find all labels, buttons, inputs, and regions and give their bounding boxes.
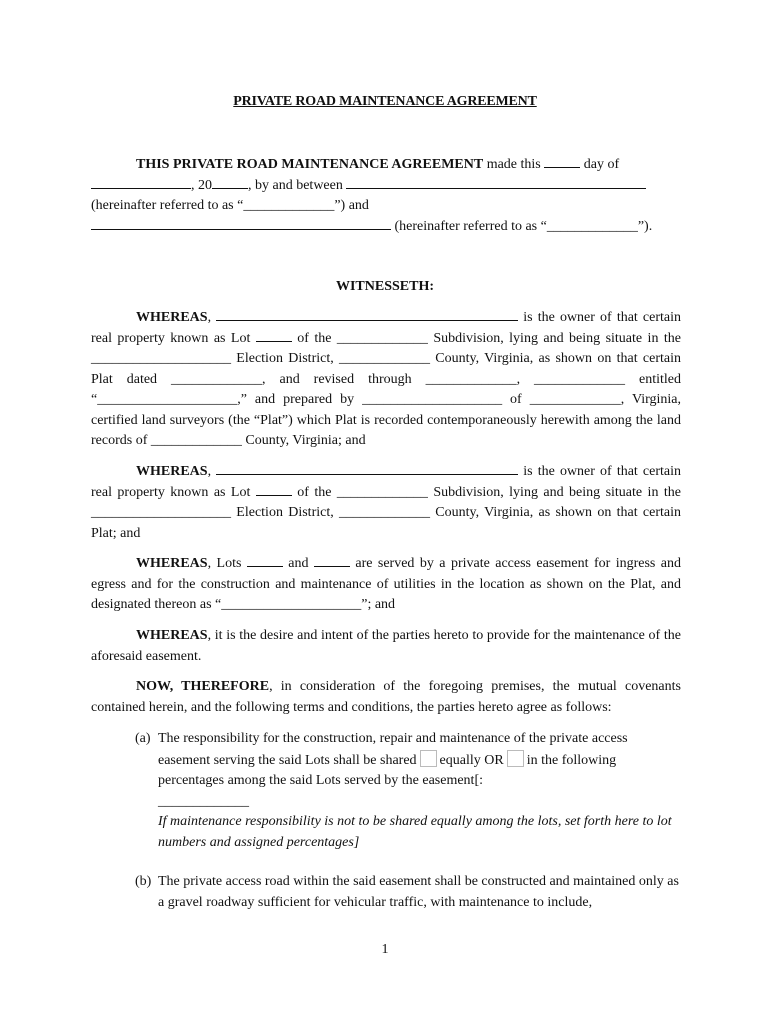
party2-blank[interactable] [91, 217, 391, 230]
whereas-text: , [207, 464, 217, 479]
whereas-text: of the _____________ Subdivision, lying and being situate in the ____________________ Election District, _____________ County, Virginia, as shown on that certain Plat; and [91, 484, 681, 541]
intro-text: , 20 [191, 177, 212, 193]
whereas-bold: WHEREAS [136, 310, 208, 325]
whereas-paragraph-1 [91, 308, 681, 452]
now-therefore-bold: NOW, THEREFORE [136, 679, 270, 694]
intro-text: , by and between [248, 177, 347, 193]
owner-blank[interactable] [216, 308, 518, 321]
item-b-text: The private access road within the said easement shall be constructed and maintained only as a gravel roadway sufficient for vehicular traffic, with maintenance to include, [158, 874, 679, 910]
witnesseth-heading: WITNESSETH: [335, 279, 435, 294]
item-b-label: (b) [135, 874, 152, 889]
whereas-text: , it is the desire and intent of the parties hereto to provide for the maintenance of the aforesaid easement. [91, 628, 681, 664]
now-therefore-paragraph [91, 677, 681, 718]
item-a-text: equally OR [439, 752, 504, 768]
whereas-text: of the _____________ Subdivision, lying and being situate in the ____________________ Election District, _____________ County, Virginia, as shown on that certain Plat dated _____________, and revised through _____________, _____________ entitled “____________________,” and prepared by ____________________ of _____________, Virginia, certified land surveyors (the “Plat”) which Plat is recorded contemporaneously herewith among the land records of _____________ County, Virginia; and [91, 330, 681, 448]
intro-text: (hereinafter referred to as “_____________”). [391, 218, 653, 234]
whereas-text: and [282, 556, 314, 571]
whereas-bold: WHEREAS [136, 628, 208, 643]
month-blank[interactable] [91, 176, 191, 189]
lot-blank[interactable] [256, 483, 292, 496]
intro-bold: THIS PRIVATE ROAD MAINTENANCE AGREEMENT [136, 157, 484, 172]
percentages-checkbox[interactable] [507, 750, 524, 767]
equally-checkbox[interactable] [420, 750, 437, 767]
year-blank[interactable] [212, 176, 248, 189]
owner-blank[interactable] [216, 462, 518, 475]
whereas-text: , [207, 310, 217, 325]
page-number: 1 [381, 942, 389, 957]
party1-blank[interactable] [346, 176, 646, 189]
item-a-text: in the following percentages among the said Lots served by the easement[: [158, 752, 617, 788]
intro-text: (hereinafter referred to as “_____________”) and [91, 198, 369, 213]
whereas-paragraph-2 [91, 462, 681, 544]
percentages-blank[interactable]: _____________ [158, 793, 249, 809]
whereas-paragraph-4 [91, 626, 681, 667]
whereas-text: are served by a private access easement for ingress and egress and for the construction and maintenance of utilities in the location as shown on the Plat, and designated thereon as “____________________”; and [91, 556, 682, 612]
whereas-text: , Lots [207, 556, 247, 571]
intro-paragraph [91, 155, 681, 237]
lot-b-blank[interactable] [314, 554, 350, 567]
intro-text: day of [580, 157, 620, 172]
whereas-bold: WHEREAS [136, 464, 208, 479]
whereas-paragraph-3 [91, 554, 681, 616]
whereas-text: is the owner of that certain real property known as Lot [91, 310, 681, 346]
whereas-text: is the owner of that certain real property known as Lot [91, 464, 681, 500]
lot-blank[interactable] [256, 329, 292, 342]
item-b [136, 872, 681, 913]
intro-text: made this [483, 157, 545, 172]
document-title: PRIVATE ROAD MAINTENANCE AGREEMENT [233, 94, 537, 109]
item-a-label: (a) [135, 731, 151, 746]
now-therefore-text: , in consideration of the foregoing premises, the mutual covenants contained herein, and the following terms and conditions, the parties hereto agree as follows: [91, 679, 681, 715]
item-a-italic-note: If maintenance responsibility is not to be shared equally among the lots, set forth here to lot numbers and assigned percentages] [158, 814, 672, 850]
item-a-text: The responsibility for the construction, repair and maintenance of the private access easement serving the said Lots shall be shared [158, 731, 628, 768]
day-blank[interactable] [544, 155, 580, 168]
whereas-bold: WHEREAS [136, 556, 208, 571]
item-a [136, 729, 681, 853]
lot-a-blank[interactable] [247, 554, 283, 567]
